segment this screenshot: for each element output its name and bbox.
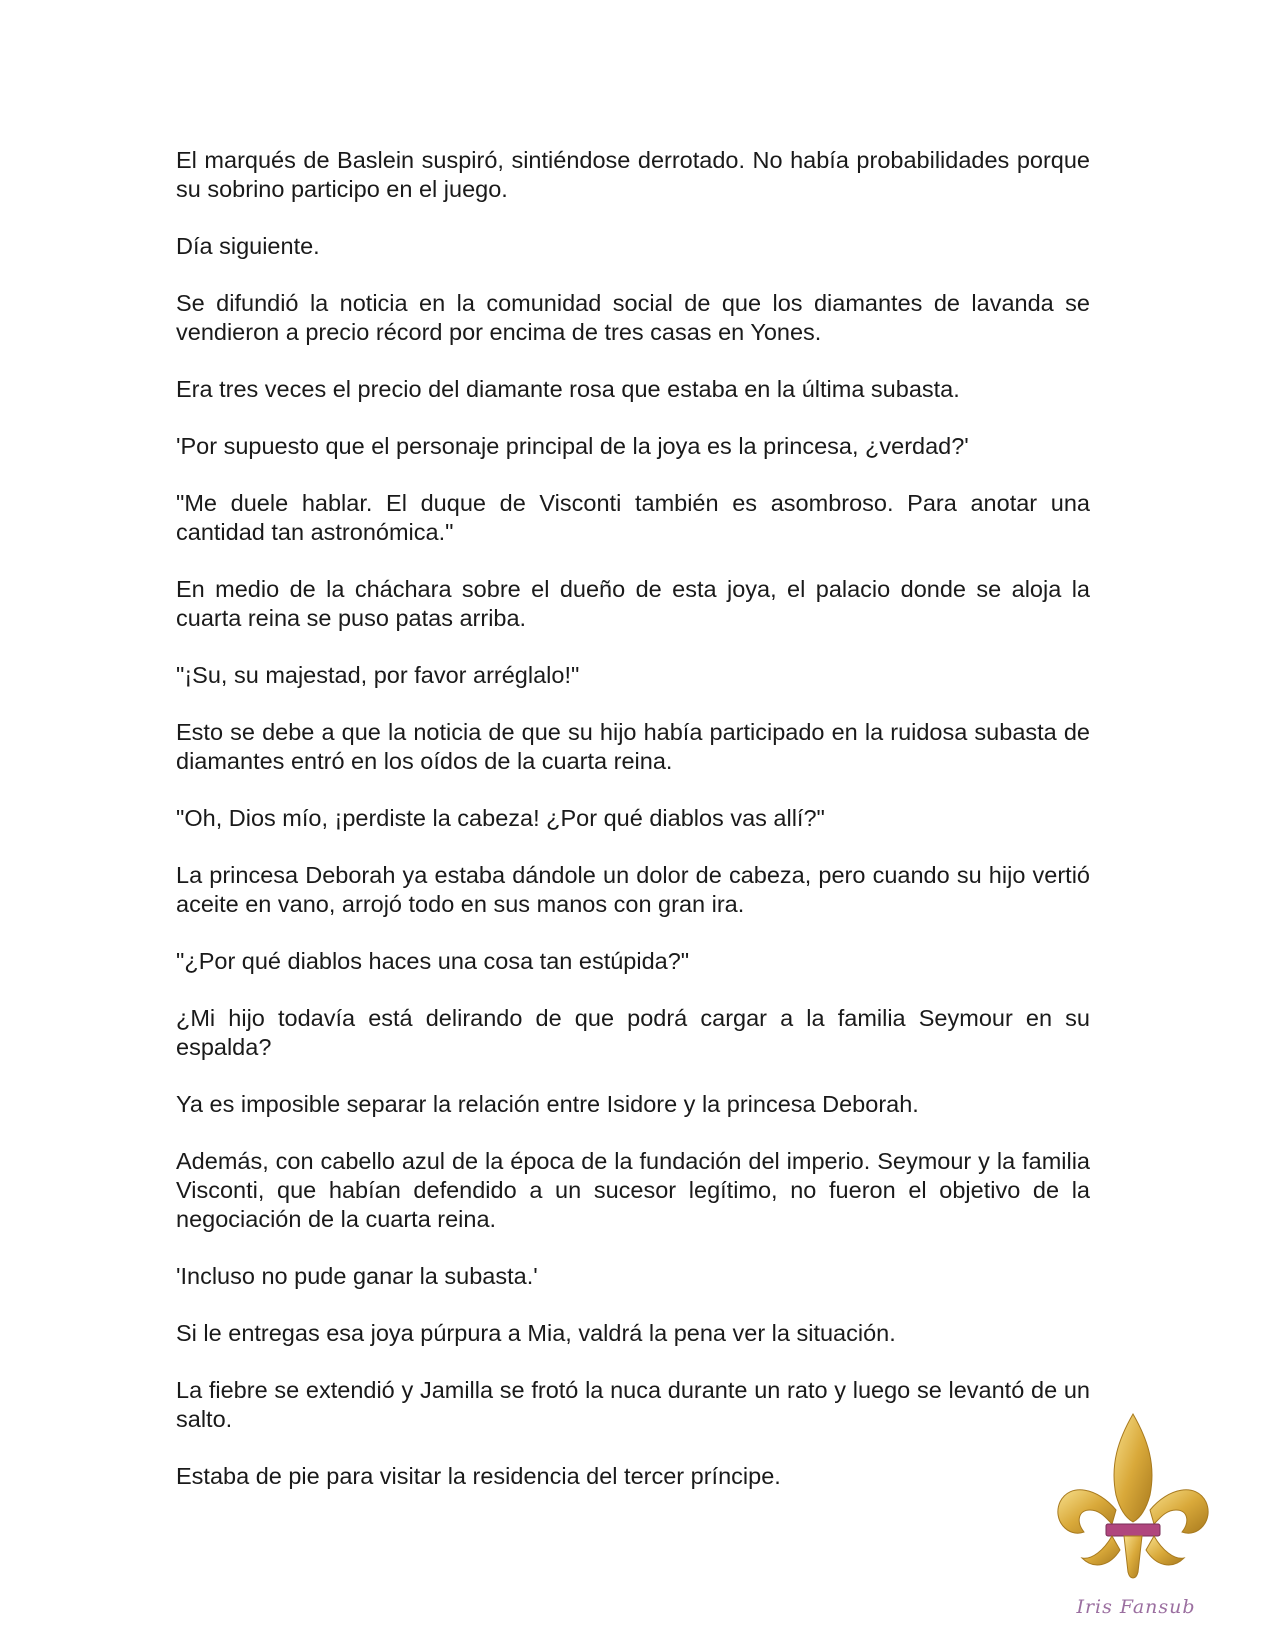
paragraph: "Me duele hablar. El duque de Visconti también es asombroso. Para anotar una cantidad tan astronómica." xyxy=(176,490,1090,545)
paragraph: "¿Por qué diablos haces una cosa tan estúpida?" xyxy=(176,948,690,974)
paragraph: Esto se debe a que la noticia de que su hijo había participado en la ruidosa subasta de diamantes entró en los oídos de la cuarta reina. xyxy=(176,719,1090,774)
paragraph: "Oh, Dios mío, ¡perdiste la cabeza! ¿Por qué diablos vas allí?" xyxy=(176,805,825,831)
paragraph: La princesa Deborah ya estaba dándole un dolor de cabeza, pero cuando su hijo vertió aceite en vano, arrojó todo en sus manos con gran ira. xyxy=(176,862,1090,917)
paragraph: Se difundió la noticia en la comunidad social de que los diamantes de lavanda se vendieron a precio récord por encima de tres casas en Yones. xyxy=(176,290,1090,345)
paragraph: Además, con cabello azul de la época de la fundación del imperio. Seymour y la familia Visconti, que habían defendido a un sucesor legítimo, no fueron el objetivo de la negociación de la cuarta reina. xyxy=(176,1148,1090,1232)
paragraph: Ya es imposible separar la relación entre Isidore y la princesa Deborah. xyxy=(176,1091,919,1117)
document-body xyxy=(176,146,1090,1519)
paragraph: ¿Mi hijo todavía está delirando de que podrá cargar a la familia Seymour en su espalda? xyxy=(176,1005,1090,1060)
fleur-de-lis-icon xyxy=(1048,1410,1218,1590)
paragraph: Era tres veces el precio del diamante rosa que estaba en la última subasta. xyxy=(176,376,960,402)
paragraph: El marqués de Baslein suspiró, sintiéndose derrotado. No había probabilidades porque su sobrino participo en el juego. xyxy=(176,147,1090,202)
paragraph: La fiebre se extendió y Jamilla se frotó la nuca durante un rato y luego se levantó de un salto. xyxy=(176,1377,1090,1432)
paragraph: En medio de la cháchara sobre el dueño de esta joya, el palacio donde se aloja la cuarta reina se puso patas arriba. xyxy=(176,576,1090,631)
watermark-logo xyxy=(1048,1410,1218,1620)
paragraph: 'Incluso no pude ganar la subasta.' xyxy=(176,1263,538,1289)
paragraph: Si le entregas esa joya púrpura a Mia, valdrá la pena ver la situación. xyxy=(176,1320,896,1346)
paragraph: Día siguiente. xyxy=(176,233,320,259)
paragraph: Estaba de pie para visitar la residencia del tercer príncipe. xyxy=(176,1463,781,1489)
paragraph: "¡Su, su majestad, por favor arréglalo!" xyxy=(176,662,580,688)
paragraph: 'Por supuesto que el personaje principal de la joya es la princesa, ¿verdad?' xyxy=(176,433,969,459)
watermark-caption: Iris Fansub xyxy=(1076,1596,1196,1618)
